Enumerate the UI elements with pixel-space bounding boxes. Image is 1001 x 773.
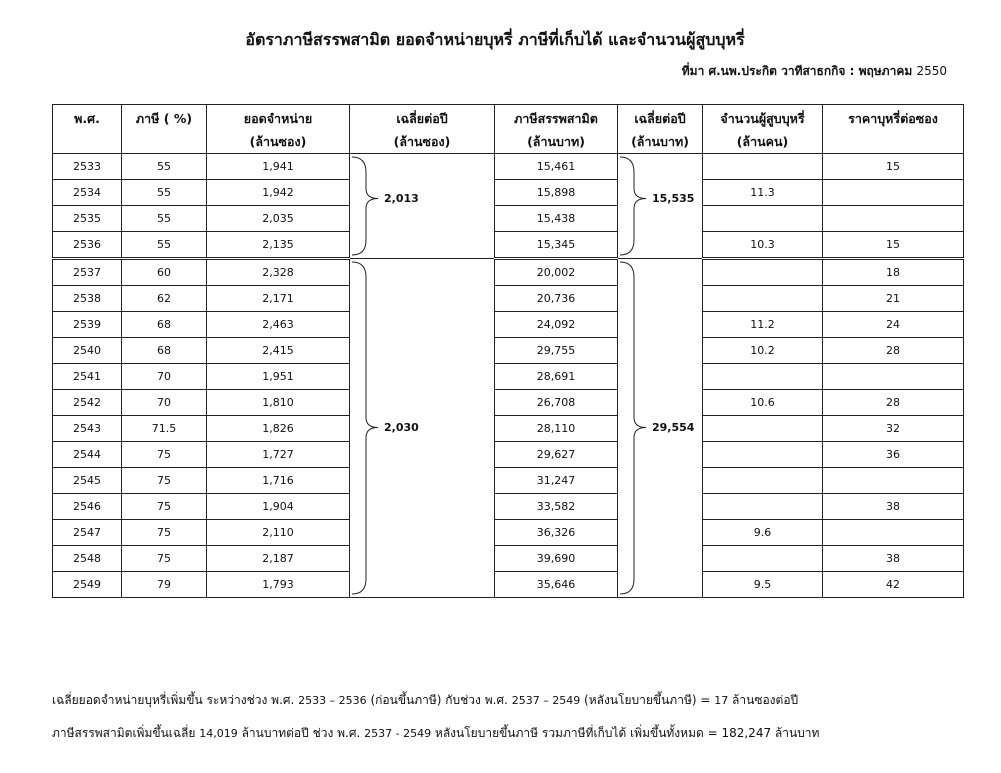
cell-sales: 1,727 — [207, 442, 350, 468]
cell-year: 2540 — [53, 338, 122, 364]
cell-excise: 15,345 — [495, 232, 618, 259]
cell-sales: 1,826 — [207, 416, 350, 442]
table-row — [53, 468, 964, 494]
cell-price — [823, 206, 964, 232]
cell-sales: 1,942 — [207, 180, 350, 206]
cell-year: 2535 — [53, 206, 122, 232]
note1-text-a: เฉลี่ยยอดจำหน่ายบุหรี่เพิ่มขึ้น ระหว่างช่วง พ.ศ. — [52, 693, 295, 707]
header-line1: ภาษีสรรพสามิต — [514, 111, 598, 126]
footnote-1 — [52, 684, 819, 717]
cell-tax: 55 — [122, 154, 207, 180]
table-body — [53, 154, 964, 598]
table-row — [53, 416, 964, 442]
note2-text-a: ภาษีสรรพสามิตเพิ่มขึ้นเฉลี่ย — [52, 726, 200, 740]
avg-sales-value: 2,030 — [384, 420, 419, 434]
avg-sales-after — [350, 259, 495, 598]
cell-year: 2548 — [53, 546, 122, 572]
avg-excise-value: 29,554 — [652, 420, 695, 434]
page-title: อัตราภาษีสรรพสามิต ยอดจำหน่ายบุหรี่ ภาษีที่เก็บได้ และจำนวนผู้สูบบุหรี่ — [245, 30, 745, 49]
header-col-4 — [495, 105, 618, 154]
cell-price: 15 — [823, 232, 964, 259]
cell-excise: 20,736 — [495, 286, 618, 312]
header-line1: ยอดจำหน่าย — [243, 111, 313, 126]
note1-year-2: 2536 — [338, 694, 367, 707]
cell-tax: 75 — [122, 520, 207, 546]
cell-tax: 70 — [122, 390, 207, 416]
header-line2: (ล้านซอง) — [249, 134, 307, 149]
header-line1: ภาษี ( %) — [135, 111, 193, 126]
cell-year: 2533 — [53, 154, 122, 180]
avg-excise-before — [618, 154, 703, 259]
note1-dash-2: – — [539, 694, 553, 707]
note2-year-1: 2537 — [364, 727, 393, 740]
cell-year: 2536 — [53, 232, 122, 259]
cell-year: 2537 — [53, 259, 122, 286]
cell-excise: 33,582 — [495, 494, 618, 520]
cell-sales: 2,035 — [207, 206, 350, 232]
cell-excise: 29,627 — [495, 442, 618, 468]
header-line1: ราคาบุหรี่ต่อซอง — [848, 111, 938, 126]
table-row — [53, 338, 964, 364]
cell-price: 21 — [823, 286, 964, 312]
cell-smokers: 10.2 — [703, 338, 823, 364]
cell-year: 2547 — [53, 520, 122, 546]
note2-text-b: ล้านบาทต่อปี ช่วง พ.ศ. — [237, 726, 361, 740]
avg-sales-value: 2,013 — [384, 191, 419, 205]
cell-year: 2539 — [53, 312, 122, 338]
note1-year-1: 2533 — [298, 694, 327, 707]
cell-smokers — [703, 442, 823, 468]
header-row — [53, 105, 964, 154]
cell-smokers: 10.3 — [703, 232, 823, 259]
header-line1: เฉลี่ยต่อปี — [396, 111, 448, 126]
table-row — [53, 546, 964, 572]
cell-tax: 75 — [122, 468, 207, 494]
cell-excise: 31,247 — [495, 468, 618, 494]
cell-tax: 62 — [122, 286, 207, 312]
cell-price: 36 — [823, 442, 964, 468]
header-line2 — [53, 130, 121, 153]
header-line2 — [122, 130, 206, 153]
cell-smokers: 11.2 — [703, 312, 823, 338]
note1-dash-1: – — [326, 694, 339, 707]
header-col-7 — [823, 105, 964, 154]
cell-excise: 29,755 — [495, 338, 618, 364]
note1-text-c: (หลังนโยบายขึ้นภาษี) = — [580, 693, 715, 707]
cell-year: 2541 — [53, 364, 122, 390]
cell-tax: 75 — [122, 442, 207, 468]
cell-price — [823, 180, 964, 206]
header-line1: จำนวนผู้สูบบุหรี่ — [720, 111, 805, 126]
source-line — [682, 62, 947, 81]
table-row — [53, 364, 964, 390]
brace-excise-after — [618, 259, 648, 597]
cell-smokers — [703, 206, 823, 232]
note1-year-4: 2549 — [552, 694, 581, 707]
note1-text-d: ล้านซองต่อปี — [728, 693, 799, 707]
cell-smokers: 10.6 — [703, 390, 823, 416]
table-row — [53, 442, 964, 468]
cell-tax: 71.5 — [122, 416, 207, 442]
cell-tax: 55 — [122, 232, 207, 259]
cell-price: 28 — [823, 338, 964, 364]
brace-sales-before — [350, 154, 380, 258]
note2-number: 14,019 — [199, 727, 238, 740]
header-line1: เฉลี่ยต่อปี — [634, 111, 686, 126]
header-line2: (ล้านบาท) — [631, 134, 689, 149]
cell-price: 38 — [823, 494, 964, 520]
note2-dash: - — [392, 727, 404, 740]
table-row — [53, 232, 964, 259]
cell-year: 2544 — [53, 442, 122, 468]
cell-tax: 75 — [122, 494, 207, 520]
header-col-6 — [703, 105, 823, 154]
cell-excise: 20,002 — [495, 259, 618, 286]
cell-year: 2546 — [53, 494, 122, 520]
header-line2: (ล้านซอง) — [393, 134, 451, 149]
cell-excise: 15,438 — [495, 206, 618, 232]
table-row — [53, 259, 964, 286]
header-col-5 — [618, 105, 703, 154]
cell-sales: 1,810 — [207, 390, 350, 416]
avg-excise-value: 15,535 — [652, 191, 695, 205]
cell-price — [823, 520, 964, 546]
cell-sales: 2,187 — [207, 546, 350, 572]
cell-excise: 15,461 — [495, 154, 618, 180]
avg-excise-after — [618, 259, 703, 598]
table-row — [53, 494, 964, 520]
table-row — [53, 154, 964, 180]
cell-tax: 60 — [122, 259, 207, 286]
header-line1: พ.ศ. — [74, 111, 100, 126]
cell-smokers — [703, 154, 823, 180]
cell-smokers: 9.5 — [703, 572, 823, 598]
cell-tax: 68 — [122, 338, 207, 364]
cell-excise: 24,092 — [495, 312, 618, 338]
cell-tax: 70 — [122, 364, 207, 390]
cell-sales: 1,904 — [207, 494, 350, 520]
cell-price — [823, 468, 964, 494]
cell-price: 38 — [823, 546, 964, 572]
header-line2 — [823, 130, 963, 153]
cell-price: 42 — [823, 572, 964, 598]
cell-excise: 15,898 — [495, 180, 618, 206]
note1-text-b: (ก่อนขึ้นภาษี) กับช่วง พ.ศ. — [366, 693, 508, 707]
header-col-2 — [207, 105, 350, 154]
footnote-2 — [52, 717, 819, 750]
footnotes — [52, 684, 819, 750]
cell-tax: 55 — [122, 180, 207, 206]
data-table — [52, 104, 964, 598]
note1-number: 17 — [714, 694, 729, 707]
cell-tax: 55 — [122, 206, 207, 232]
cell-year: 2543 — [53, 416, 122, 442]
cell-sales: 1,951 — [207, 364, 350, 390]
cell-sales: 1,716 — [207, 468, 350, 494]
cell-year: 2542 — [53, 390, 122, 416]
source-label: ที่มา ศ.นพ.ประกิต วาทีสาธกกิจ : พฤษภาคม — [681, 64, 913, 78]
cell-tax: 75 — [122, 546, 207, 572]
cell-price — [823, 364, 964, 390]
cell-price: 28 — [823, 390, 964, 416]
cell-price: 32 — [823, 416, 964, 442]
cell-smokers — [703, 286, 823, 312]
cell-price: 18 — [823, 259, 964, 286]
cell-smokers: 11.3 — [703, 180, 823, 206]
cell-smokers — [703, 259, 823, 286]
cell-sales: 2,415 — [207, 338, 350, 364]
cell-price: 24 — [823, 312, 964, 338]
cell-year: 2534 — [53, 180, 122, 206]
table-row — [53, 390, 964, 416]
cell-smokers — [703, 416, 823, 442]
table-row — [53, 206, 964, 232]
table-row — [53, 572, 964, 598]
cell-sales: 2,110 — [207, 520, 350, 546]
cell-sales: 2,328 — [207, 259, 350, 286]
cell-sales: 2,463 — [207, 312, 350, 338]
header-line2: (ล้านคน) — [736, 134, 789, 149]
cell-year: 2538 — [53, 286, 122, 312]
cell-year: 2549 — [53, 572, 122, 598]
cell-excise: 39,690 — [495, 546, 618, 572]
brace-excise-before — [618, 154, 648, 258]
brace-sales-after — [350, 259, 380, 597]
note2-text-c: หลังนโยบายขึ้นภาษี รวมภาษีที่เก็บได้ เพิ่มขึ้นทั้งหมด = 182,247 ล้านบาท — [431, 726, 820, 740]
cell-year: 2545 — [53, 468, 122, 494]
cell-tax: 79 — [122, 572, 207, 598]
cell-excise: 35,646 — [495, 572, 618, 598]
cell-excise: 26,708 — [495, 390, 618, 416]
note1-year-3: 2537 — [511, 694, 540, 707]
cell-sales: 2,171 — [207, 286, 350, 312]
source-year: 2550 — [916, 64, 947, 78]
header-col-0 — [53, 105, 122, 154]
cell-smokers — [703, 494, 823, 520]
table-row — [53, 520, 964, 546]
cell-smokers — [703, 546, 823, 572]
header-col-1 — [122, 105, 207, 154]
cell-smokers — [703, 468, 823, 494]
cell-price: 15 — [823, 154, 964, 180]
cell-sales: 1,793 — [207, 572, 350, 598]
cell-smokers: 9.6 — [703, 520, 823, 546]
table-row — [53, 180, 964, 206]
table-row — [53, 312, 964, 338]
avg-sales-before — [350, 154, 495, 259]
cell-sales: 2,135 — [207, 232, 350, 259]
cell-tax: 68 — [122, 312, 207, 338]
cell-excise: 36,326 — [495, 520, 618, 546]
header-line2: (ล้านบาท) — [527, 134, 585, 149]
cell-smokers — [703, 364, 823, 390]
table-row — [53, 286, 964, 312]
cell-excise: 28,110 — [495, 416, 618, 442]
cell-excise: 28,691 — [495, 364, 618, 390]
header-col-3 — [350, 105, 495, 154]
note2-year-2: 2549 — [403, 727, 432, 740]
cell-sales: 1,941 — [207, 154, 350, 180]
